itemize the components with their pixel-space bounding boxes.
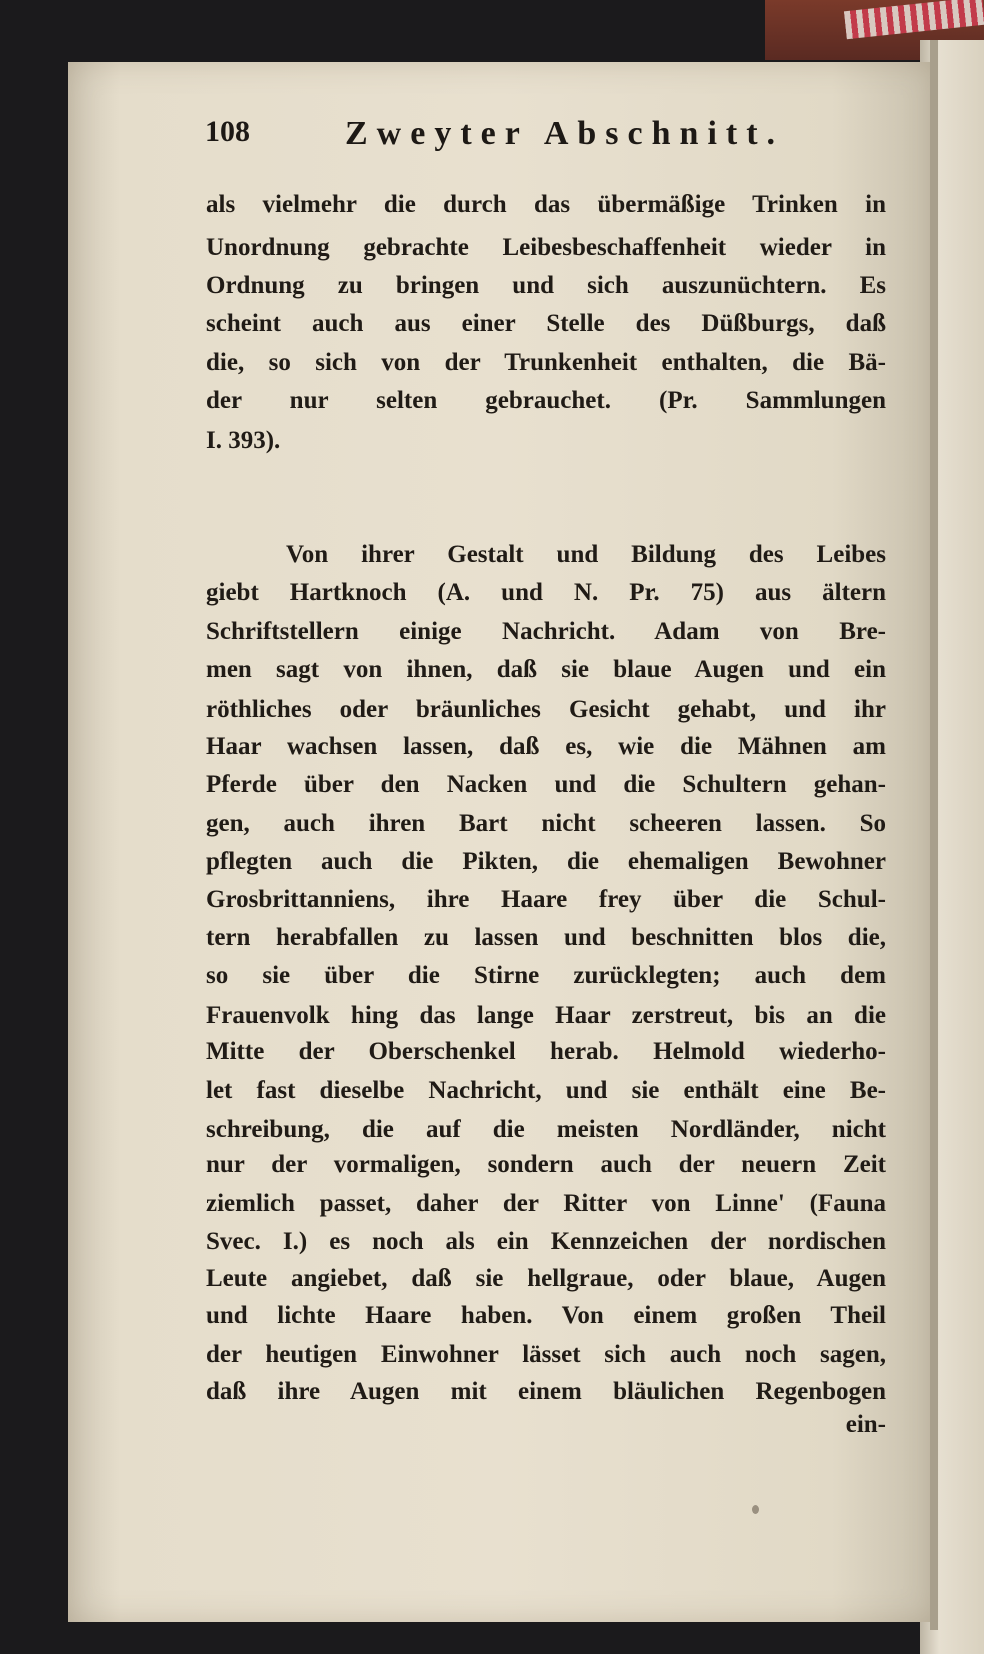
text-line: Haar wachsen lassen, daß es, wie die Mähnen am: [206, 733, 886, 760]
text-line: Schriftstellern einige Nachricht. Adam von Bre-: [206, 618, 886, 645]
text-line: nur der vormaligen, sondern auch der neuern Zeit: [206, 1151, 886, 1178]
text-line: Von ihrer Gestalt und Bildung des Leibes: [286, 541, 886, 568]
text-line: tern herabfallen zu lassen und beschnitten blos die,: [206, 924, 886, 951]
text-line: schreibung, die auf die meisten Nordländer, nicht: [206, 1116, 886, 1143]
text-line: der nur selten gebrauchet. (Pr. Sammlungen: [206, 387, 886, 414]
text-line: pflegten auch die Pikten, die ehemaligen Bewohner: [206, 848, 886, 875]
text-line: Grosbrittanniens, ihre Haare frey über die Schul-: [206, 886, 886, 913]
text-line: der heutigen Einwohner lässet sich auch noch sagen,: [206, 1341, 886, 1368]
text-line: Mitte der Oberschenkel herab. Helmold wiederho-: [206, 1038, 886, 1065]
text-line: giebt Hartknoch (A. und N. Pr. 75) aus ältern: [206, 579, 886, 606]
text-line: so sie über die Stirne zurücklegten; auch dem: [206, 962, 886, 989]
text-line: und lichte Haare haben. Von einem großen Theil: [206, 1302, 886, 1329]
text-line: als vielmehr die durch das übermäßige Trinken in: [206, 191, 886, 218]
text-line: let fast dieselbe Nachricht, und sie enthält eine Be-: [206, 1077, 886, 1104]
paper-speck: [752, 1505, 759, 1514]
text-line: Unordnung gebrachte Leibesbeschaffenheit wieder in: [206, 234, 886, 261]
text-line: Svec. I.) es noch als ein Kennzeichen der nordischen: [206, 1228, 886, 1255]
text-line: gen, auch ihren Bart nicht scheeren lassen. So: [206, 810, 886, 837]
text-line: die, so sich von der Trunkenheit enthalten, die Bä-: [206, 349, 886, 376]
text-line: daß ihre Augen mit einem bläulichen Regenbogen: [206, 1378, 886, 1405]
text-line: I. 393).: [206, 427, 281, 454]
text-line: Frauenvolk hing das lange Haar zerstreut, bis an die: [206, 1002, 886, 1029]
text-line: ein-: [845, 1411, 886, 1438]
bookmark-ribbon: [844, 0, 984, 39]
text-line: Pferde über den Nacken und die Schultern gehan-: [206, 771, 886, 798]
text-line: Leute angiebet, daß sie hellgraue, oder blaue, Augen: [206, 1265, 886, 1292]
section-title: Zweyter Abschnitt.: [345, 115, 785, 152]
running-header: [205, 115, 820, 153]
text-line: röthliches oder bräunliches Gesicht gehabt, und ihr: [206, 696, 886, 723]
text-line: ziemlich passet, daher der Ritter von Linne' (Fauna: [206, 1190, 886, 1217]
page-number: 108: [205, 115, 250, 148]
text-line: scheint auch aus einer Stelle des Düßburgs, daß: [206, 310, 886, 337]
text-line: Ordnung zu bringen und sich auszunüchtern. Es: [206, 272, 886, 299]
page-edge: [930, 40, 938, 1630]
text-line: men sagt von ihnen, daß sie blaue Augen und ein: [206, 656, 886, 683]
